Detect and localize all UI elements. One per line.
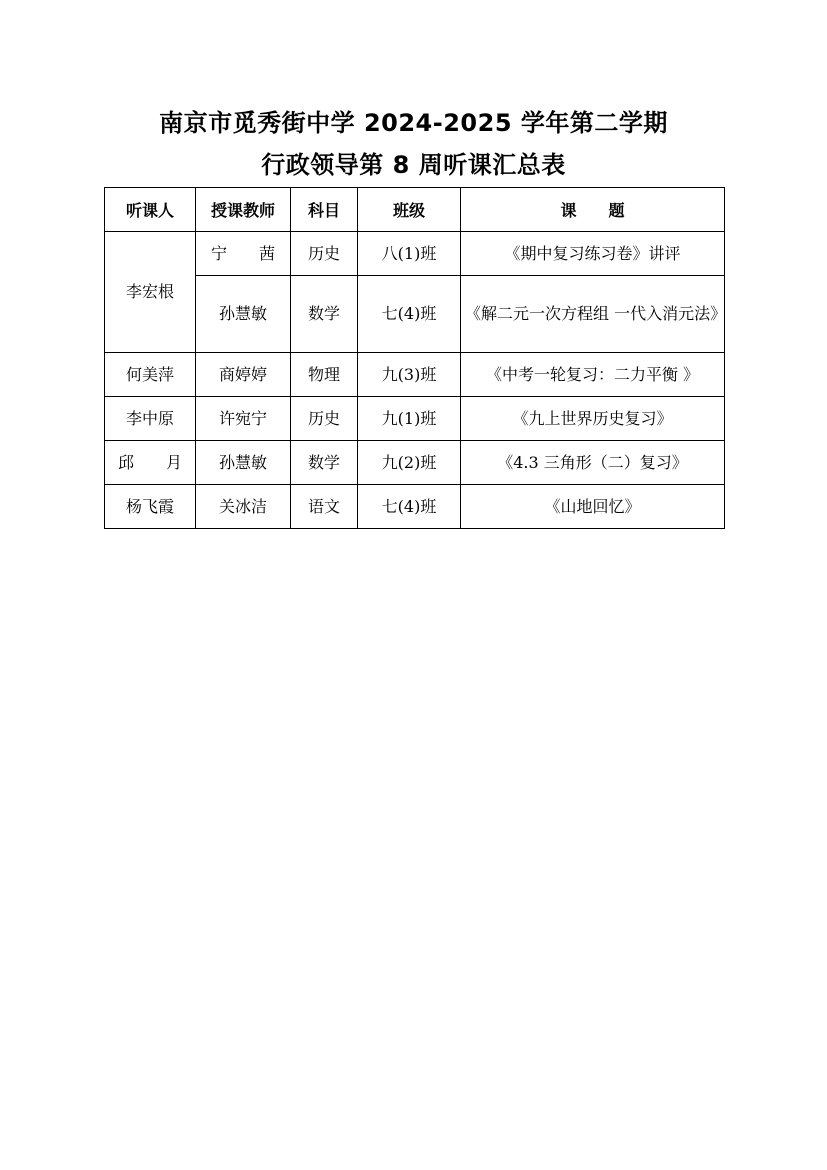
- table-row: [105, 232, 725, 276]
- cell-teacher: 许宛宁: [196, 397, 291, 441]
- cell-observer: 邱 月: [105, 441, 196, 485]
- cell-observer: 李中原: [105, 397, 196, 441]
- cell-subject: 数学: [291, 441, 358, 485]
- document-subtitle: 行政领导第 8 周听课汇总表: [261, 151, 566, 179]
- cell-teacher: 孙慧敏: [196, 441, 291, 485]
- cell-class: 七(4)班: [358, 485, 461, 529]
- table-header-row: [105, 188, 725, 232]
- cell-subject: 历史: [291, 397, 358, 441]
- table-row: [105, 441, 725, 485]
- cell-topic: 《期中复习练习卷》讲评: [461, 232, 725, 276]
- cell-subject: 物理: [291, 353, 358, 397]
- cell-class: 九(2)班: [358, 441, 461, 485]
- header-topic: 课 题: [461, 188, 725, 232]
- table-row: [105, 353, 725, 397]
- cell-teacher: 关冰洁: [196, 485, 291, 529]
- table-row: [105, 276, 725, 353]
- lesson-observation-table: [104, 187, 725, 529]
- cell-subject: 数学: [291, 276, 358, 353]
- cell-subject: 语文: [291, 485, 358, 529]
- cell-subject: 历史: [291, 232, 358, 276]
- cell-teacher: 宁 茜: [196, 232, 291, 276]
- cell-topic: 《4.3 三角形（二）复习》: [461, 441, 725, 485]
- cell-class: 九(1)班: [358, 397, 461, 441]
- cell-topic: 《中考一轮复习：二力平衡 》: [461, 353, 725, 397]
- cell-observer: 杨飞霞: [105, 485, 196, 529]
- header-observer: 听课人: [105, 188, 196, 232]
- cell-class: 七(4)班: [358, 276, 461, 353]
- header-teacher: 授课教师: [196, 188, 291, 232]
- cell-observer: 李宏根: [105, 232, 196, 353]
- cell-observer: 何美萍: [105, 353, 196, 397]
- cell-teacher: 商婷婷: [196, 353, 291, 397]
- header-class: 班级: [358, 188, 461, 232]
- cell-topic: 《解二元一次方程组 一代入消元法》: [461, 276, 725, 353]
- cell-topic: 《山地回忆》: [461, 485, 725, 529]
- cell-teacher: 孙慧敏: [196, 276, 291, 353]
- cell-class: 九(3)班: [358, 353, 461, 397]
- cell-class: 八(1)班: [358, 232, 461, 276]
- table-row: [105, 397, 725, 441]
- header-subject: 科目: [291, 188, 358, 232]
- table-row: [105, 485, 725, 529]
- document-title: 南京市觅秀街中学 2024-2025 学年第二学期: [159, 109, 668, 137]
- cell-topic: 《九上世界历史复习》: [461, 397, 725, 441]
